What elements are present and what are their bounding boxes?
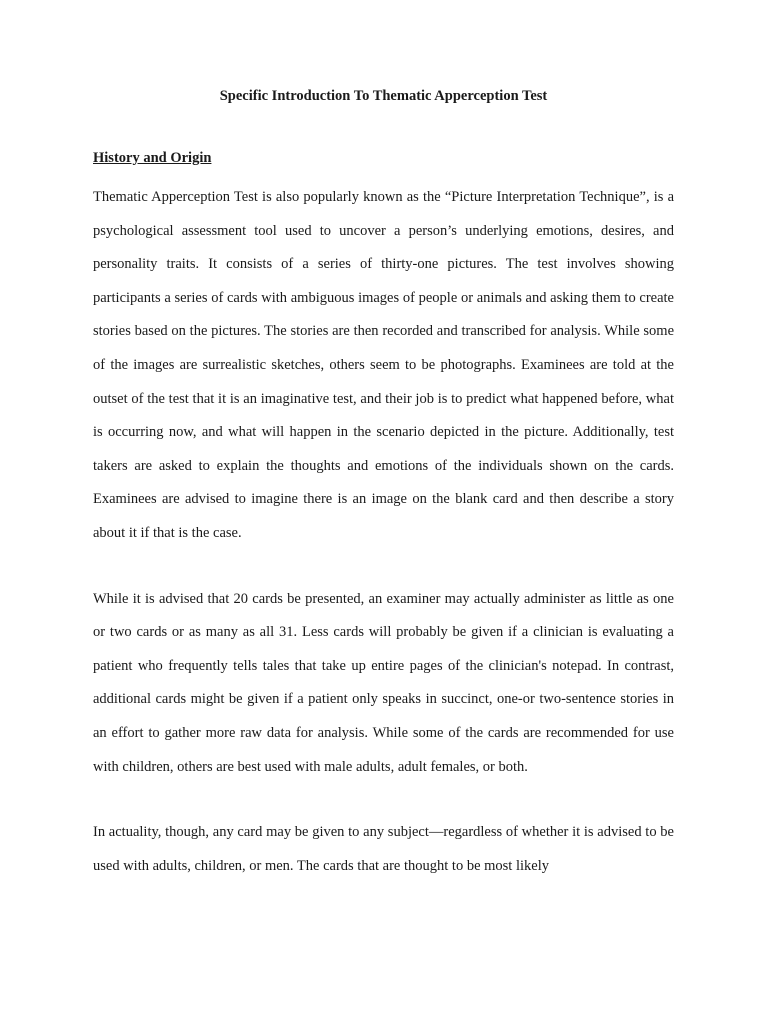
paragraph-1: Thematic Apperception Test is also popularly known as the “Picture Interpretation Technique”, is a psychological assessment tool used to uncover a person’s underlying emotions, desires, and personality traits. It consists of a series of thirty-one pictures. The test involves showing participants a series of cards with ambiguous images of people or animals and asking them to create stories based on the pictures. The stories are then recorded and transcribed for analysis. While some of the images are surrealistic sketches, others seem to be photographs. Examinees are told at the outset of the test that it is an imaginative test, and their job is to predict what happened before, what is occurring now, and what will happen in the scenario depicted in the picture. Additionally, test takers are asked to explain the thoughts and emotions of the individuals shown on the cards. Examinees are advised to imagine there is an image on the blank card and then describe a story about it if that is the case.: [93, 189, 674, 541]
paragraph-3: In actuality, though, any card may be given to any subject—regardless of whether it is advised to be used with adults, children, or men. The cards that are thought to be most likely: [93, 824, 674, 874]
document-title: Specific Introduction To Thematic Apperception Test: [219, 88, 548, 104]
document-page: [93, 86, 674, 883]
paragraph-2: While it is advised that 20 cards be presented, an examiner may actually administer as little as one or two cards or as many as all 31. Less cards will probably be given if a clinician is evaluating a patient who frequently tells tales that take up entire pages of the clinician's notepad. In contrast, additional cards might be given if a patient only speaks in succinct, one-or two-sentence stories in an effort to gather more raw data for analysis. While some of the cards are recommended for use with children, others are best used with male adults, adult females, or both.: [93, 590, 674, 775]
section-heading: History and Origin: [93, 150, 212, 166]
